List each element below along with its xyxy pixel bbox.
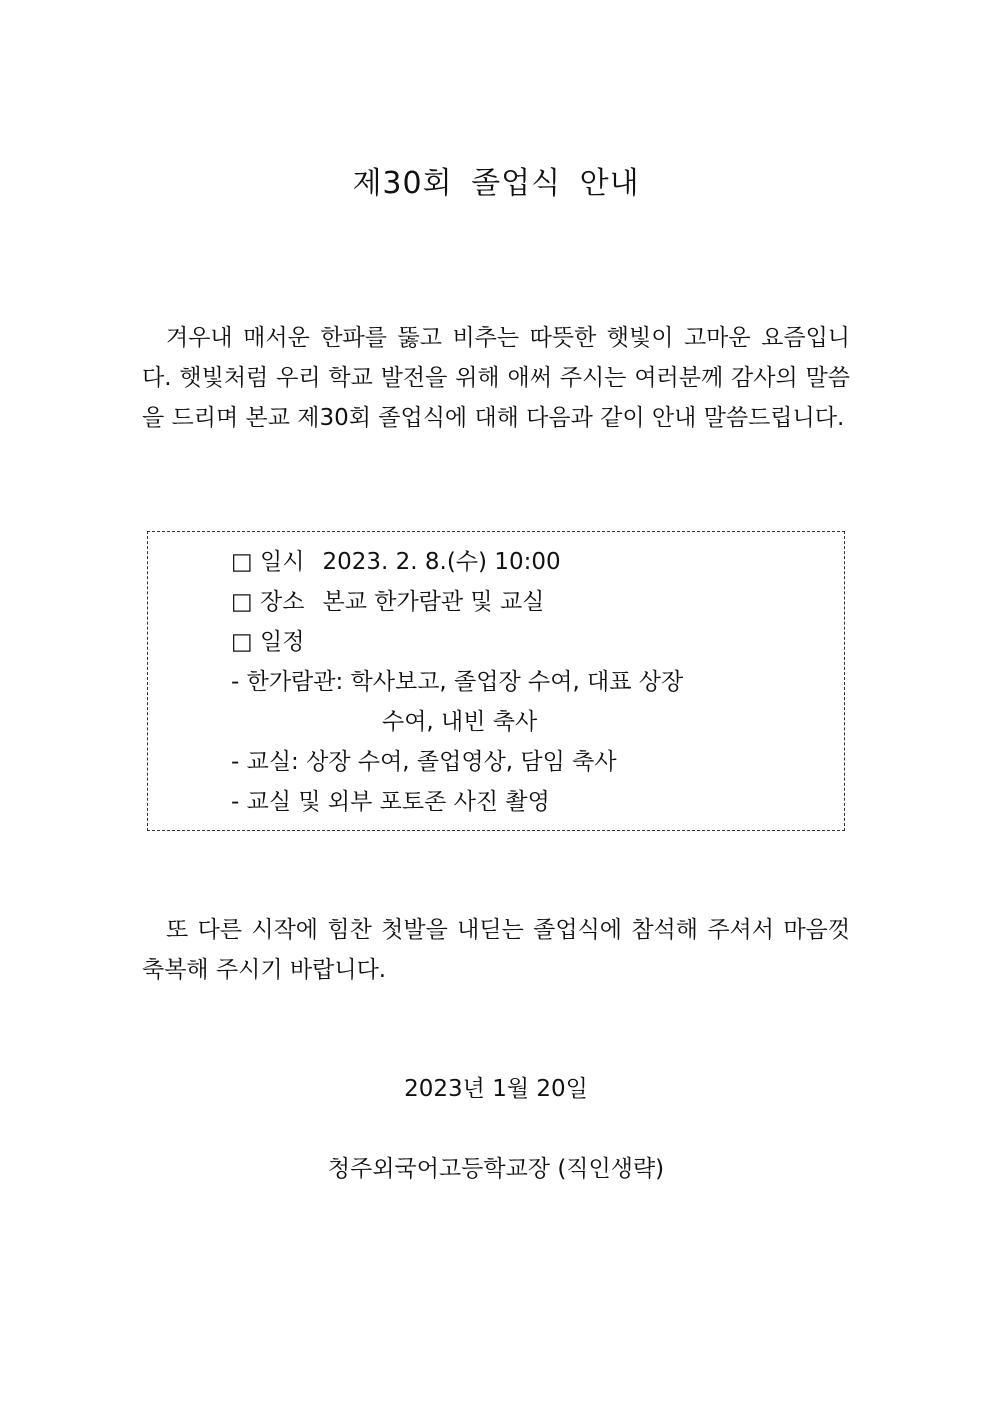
place-line [231, 582, 683, 622]
place-value: 본교 한가람관 및 교실 [322, 589, 545, 615]
schedule-hall-item: - 한가람관: 학사보고, 졸업장 수여, 대표 상장 [231, 669, 684, 695]
principal-signature: 청주외국어고등학교장 (직인생략) [327, 1156, 665, 1182]
datetime-value: 2023. 2. 8.(수) 10:00 [322, 549, 561, 575]
schedule-photo-item: - 교실 및 외부 포토존 사진 촬영 [231, 789, 550, 815]
datetime-line [231, 542, 683, 582]
place-label: □ 장소 [231, 589, 305, 615]
document-title: 제30회 졸업식 안내 [352, 166, 640, 201]
schedule-classroom-item: - 교실: 상장 수여, 졸업영상, 담임 축사 [231, 749, 617, 775]
schedule-label: □ 일정 [231, 629, 305, 655]
schedule-hall-continuation: 수여, 내빈 축사 [382, 709, 538, 735]
closing-paragraph [142, 910, 850, 990]
issue-date: 2023년 1월 20일 [404, 1076, 588, 1102]
datetime-label: □ 일시 [231, 549, 305, 575]
closing-text: 또 다른 시작에 힘찬 첫발을 내딛는 졸업식에 참석해 주셔서 마음껏 축복해 주시기 바랍니다. [142, 917, 850, 983]
event-info-box [147, 531, 845, 831]
intro-text: 겨우내 매서운 한파를 뚫고 비추는 따뜻한 햇빛이 고마운 요즘입니다. 햇빛처럼 우리 학교 발전을 위해 애써 주시는 여러분께 감사의 말씀을 드리며 본교 제30회 졸업식에 대해 다음과 같이 안내 말씀드립니다. [142, 325, 850, 431]
intro-paragraph [142, 318, 850, 438]
event-info-list [231, 542, 683, 822]
